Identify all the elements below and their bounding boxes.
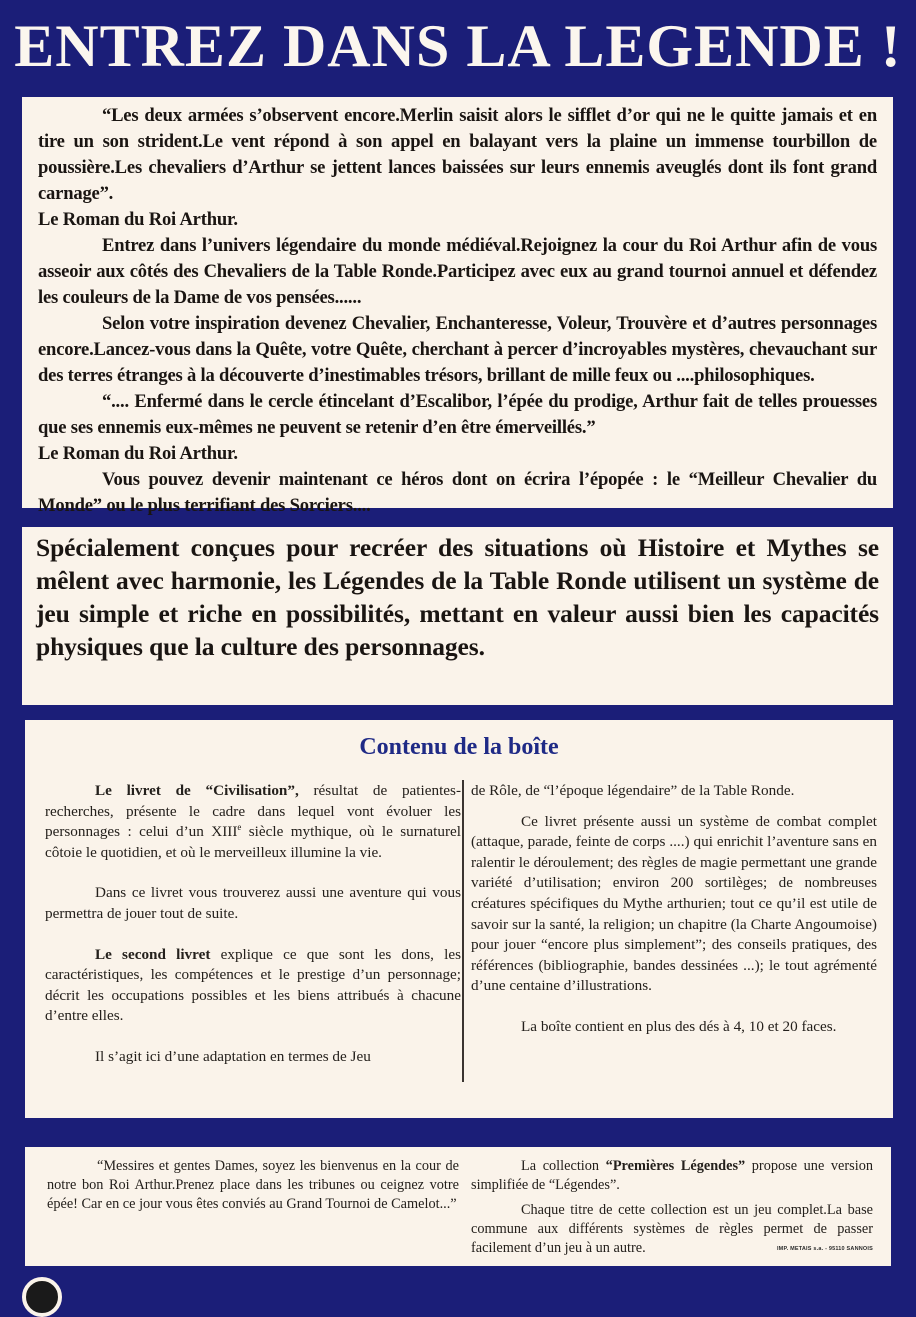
intro-panel: [22, 97, 893, 516]
box-contents-panel: [25, 720, 893, 1118]
box-contents-left-column: [45, 781, 461, 1068]
footer-left-column: [47, 1157, 459, 1214]
civilisation-text-a: résultat de patientes-recherches, présente le cadre dans lequel vont évoluer les personnages : celui d’un XIII: [45, 782, 461, 841]
second-booklet-label: Le second livret: [95, 945, 211, 963]
tournament-quote: “Messires et gentes Dames, soyez les bienvenus en la cour de notre bon Roi Arthur.Prenez place dans les tribunes ou ceignez votre épée! Car en ce jour vous êtes conviés au Grand Tournoi de Camelot...”: [47, 1158, 459, 1212]
footer-right-column: [471, 1157, 873, 1258]
collection-text-a: La collection: [521, 1158, 606, 1174]
intro-paragraph-inspiration: Selon votre inspiration devenez Chevalier, Enchanteresse, Voleur, Trouvère et d’autres personnages encore.Lancez-vous dans la Quête, votre Quête, cherchant à percer d’incroyables mystères, chevauchant sur des terres étranges à la découverte d’inestimables trésors, brillant de mille feux ou ....philosophiques.: [38, 313, 877, 386]
highlight-text: Spécialement conçues pour recréer des situations où Histoire et Mythes se mêlent avec harmonie, les Légendes de la Table Ronde utilisent un système de jeu simple et riche en possibilités, mettant en valeur aussi bien les capacités physiques que la culture des personnages.: [36, 533, 879, 661]
intro-quote-escalibor: “.... Enfermé dans le cercle étincelant d’Escalibor, l’épée du prodige, Arthur fait de telles prouesses que ses ennemis eux-mêmes ne peuvent se retenir d’en être émerveillés.”: [38, 391, 877, 438]
highlight-panel: [22, 527, 893, 705]
intro-source-2: Le Roman du Roi Arthur.: [38, 443, 238, 464]
combat-paragraph: Ce livret présente aussi un système de combat complet (attaque, parade, feinte de corps ....) qui enrichit l’aventure sans en ralentir le déroulement; des règles de magie permettant une grande variété d’utilisation; environ 200 sortilèges; de nombreuses créatures spécifiques du Mythe arthurien; tout ce qu’il est utile de savoir sur la santé, la religion; un chapitre (la Charte Angoumoise) pour jouer “encore plus simplement”; des conseils pratiques, des références (bibliographie, bandes dessinées ...); le tout agrémenté d’une centaine d’illustrations.: [471, 812, 877, 995]
intro-paragraph-univers: Entrez dans l’univers légendaire du monde médiéval.Rejoignez la cour du Roi Arthur afin de vous asseoir aux côtés des Chevaliers de la Table Ronde.Participez avec eux au grand tournoi annuel et défendez les couleurs de la Dame de vos pensées......: [38, 235, 877, 308]
role-paragraph: de Rôle, de “l’époque légendaire” de la Table Ronde.: [471, 782, 795, 799]
intro-text: [38, 103, 877, 519]
publisher-logo-icon: [22, 1277, 62, 1317]
intro-source-1: Le Roman du Roi Arthur.: [38, 209, 238, 230]
box-contents-title: Contenu de la boîte: [359, 734, 559, 760]
intro-quote-merlin: “Les deux armées s’observent encore.Merlin saisit alors le sifflet d’or qui ne le quitte jamais et en tire un son strident.Le vent répond à son appel en balayant vers la plaine un immense tourbillon de poussière.Les chevaliers d’Arthur se jettent lances baissées sur leurs ennemis aveuglés dont ils font grand carnage”.: [38, 105, 877, 204]
second-booklet-paragraph: [45, 945, 461, 1027]
page-title: ENTREZ DANS LA LEGENDE !: [14, 13, 902, 79]
collection-name: “Premières Légendes”: [605, 1158, 746, 1174]
complete-game-paragraph: Chaque titre de cette collection est un jeu complet.La base commune aux différents systèmes de règles permet de passer facilement d’un jeu à un autre.: [471, 1202, 873, 1256]
dice-paragraph: La boîte contient en plus des dés à 4, 10 et 20 faces.: [521, 1017, 837, 1035]
century-superscript: e: [237, 822, 242, 833]
printer-credit: IMP. METAIS s.a. - 95110 SANNOIS: [776, 1246, 873, 1252]
box-contents-right-column: [471, 781, 877, 1038]
civilisation-text-b: siècle mythique, où le surnaturel côtoie le quotidien, et où le merveilleux illumine la vie.: [45, 823, 461, 861]
intro-paragraph-heros: Vous pouvez devenir maintenant ce héros dont on écrira l’épopée : le “Meilleur Chevalier du Monde” ou le plus terrifiant des Sorciers....: [38, 469, 877, 516]
second-booklet-text: explique ce que sont les dons, les caractéristiques, les compétences et le prestige d’un personnage; décrit les occupations possibles et les biens attribués à chacune d’entre elles.: [45, 945, 461, 1025]
collection-paragraph: [471, 1157, 873, 1195]
adventure-paragraph: Dans ce livret vous trouverez aussi une aventure qui vous permettra de jouer tout de suite.: [45, 884, 461, 922]
collection-text-b: propose une version simplifiée de “Légendes”.: [471, 1158, 873, 1193]
column-divider: [462, 780, 464, 1082]
adaptation-paragraph: Il s’agit ici d’une adaptation en termes de Jeu: [95, 1047, 371, 1065]
civilisation-paragraph: [45, 781, 461, 863]
civilisation-label: Le livret de “Civilisation”,: [95, 782, 299, 799]
footer-panel: [25, 1147, 891, 1266]
